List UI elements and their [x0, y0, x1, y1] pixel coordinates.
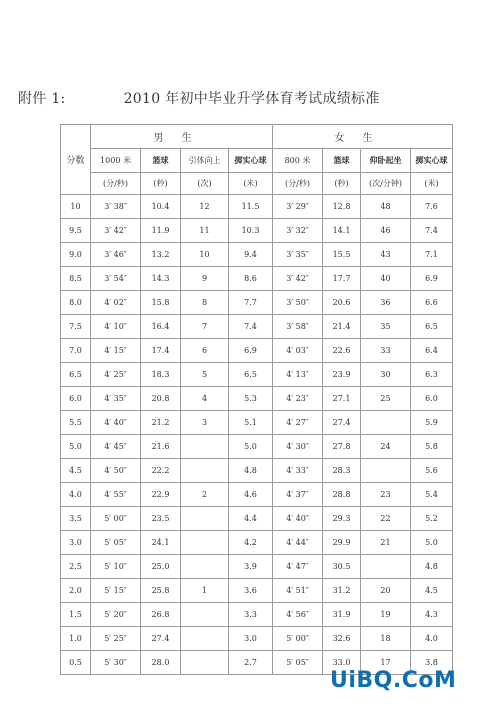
- female-800m-cell: 4′ 03″: [273, 339, 323, 363]
- female-basketball-unit: (秒): [323, 173, 361, 195]
- male-shotput-cell: 5.1: [229, 411, 273, 435]
- male-shotput-cell: 3.9: [229, 555, 273, 579]
- score-cell: 0.5: [61, 651, 91, 675]
- male-basketball-cell: 24.1: [141, 531, 181, 555]
- score-cell: 10: [61, 195, 91, 219]
- female-situp-cell: 48: [361, 195, 411, 219]
- male-shotput-cell: 3.3: [229, 603, 273, 627]
- male-pullup-cell: [181, 531, 229, 555]
- female-800m-cell: 4′ 33″: [273, 459, 323, 483]
- female-situp-cell: 40: [361, 267, 411, 291]
- female-situp-cell: 23: [361, 483, 411, 507]
- male-shotput-cell: 4.6: [229, 483, 273, 507]
- male-pullup-cell: 2: [181, 483, 229, 507]
- male-shotput-cell: 5.0: [229, 435, 273, 459]
- female-800m-cell: 3′ 35″: [273, 243, 323, 267]
- score-cell: 1.5: [61, 603, 91, 627]
- male-pullup-cell: 4: [181, 387, 229, 411]
- table-row: [61, 243, 453, 267]
- male-1000m-cell: 5′ 05″: [91, 531, 141, 555]
- male-basketball-unit: (秒): [141, 173, 181, 195]
- male-1000m-cell: 4′ 45″: [91, 435, 141, 459]
- male-shotput-cell: 9.4: [229, 243, 273, 267]
- male-1000m-cell: 4′ 35″: [91, 387, 141, 411]
- female-situp-cell: 46: [361, 219, 411, 243]
- male-1000m-cell: 4′ 10″: [91, 315, 141, 339]
- score-cell: 7.5: [61, 315, 91, 339]
- female-situp-header: 仰卧起坐: [361, 149, 411, 173]
- score-cell: 9.0: [61, 243, 91, 267]
- male-1000m-cell: 4′ 15″: [91, 339, 141, 363]
- female-situp-cell: 18: [361, 627, 411, 651]
- male-1000m-cell: 3′ 54″: [91, 267, 141, 291]
- male-pullup-cell: [181, 459, 229, 483]
- male-basketball-cell: 17.4: [141, 339, 181, 363]
- table-row: [61, 291, 453, 315]
- female-situp-cell: 24: [361, 435, 411, 459]
- male-1000m-cell: 5′ 25″: [91, 627, 141, 651]
- male-pullup-cell: 1: [181, 579, 229, 603]
- male-pullup-cell: [181, 627, 229, 651]
- male-pullup-cell: 10: [181, 243, 229, 267]
- female-basketball-cell: 29.3: [323, 507, 361, 531]
- female-800m-cell: 4′ 23″: [273, 387, 323, 411]
- female-shotput-cell: 4.0: [411, 627, 453, 651]
- attachment-label: 附件 1:: [18, 91, 66, 107]
- female-shotput-unit: (米): [411, 173, 453, 195]
- female-shotput-cell: 5.0: [411, 531, 453, 555]
- male-basketball-cell: 27.4: [141, 627, 181, 651]
- female-shotput-cell: 5.9: [411, 411, 453, 435]
- male-pullup-cell: [181, 603, 229, 627]
- male-pullup-cell: 6: [181, 339, 229, 363]
- male-basketball-cell: 20.8: [141, 387, 181, 411]
- female-800m-cell: 4′ 47″: [273, 555, 323, 579]
- female-shotput-cell: 5.8: [411, 435, 453, 459]
- male-pullup-cell: [181, 507, 229, 531]
- female-basketball-cell: 21.4: [323, 315, 361, 339]
- female-basketball-cell: 28.3: [323, 459, 361, 483]
- female-situp-cell: 25: [361, 387, 411, 411]
- male-1000m-cell: 5′ 20″: [91, 603, 141, 627]
- score-cell: 6.5: [61, 363, 91, 387]
- female-800m-cell: 4′ 13″: [273, 363, 323, 387]
- female-basketball-cell: 33.0: [323, 651, 361, 675]
- male-shotput-unit: (米): [229, 173, 273, 195]
- female-shotput-cell: 6.4: [411, 339, 453, 363]
- female-shotput-cell: 7.1: [411, 243, 453, 267]
- male-1000m-cell: 4′ 02″: [91, 291, 141, 315]
- male-basketball-cell: 21.6: [141, 435, 181, 459]
- male-1000m-cell: 5′ 30″: [91, 651, 141, 675]
- score-cell: 9.5: [61, 219, 91, 243]
- table-row: [61, 459, 453, 483]
- female-basketball-cell: 12.8: [323, 195, 361, 219]
- table-row: [61, 315, 453, 339]
- female-basketball-cell: 32.6: [323, 627, 361, 651]
- male-1000m-cell: 5′ 10″: [91, 555, 141, 579]
- female-shotput-cell: 6.9: [411, 267, 453, 291]
- score-standard-table: [60, 124, 453, 675]
- female-basketball-header: 篮球: [323, 149, 361, 173]
- female-shotput-cell: 4.8: [411, 555, 453, 579]
- table-row: [61, 411, 453, 435]
- female-800m-cell: 4′ 44″: [273, 531, 323, 555]
- column-name-row: [61, 149, 453, 173]
- female-basketball-cell: 29.9: [323, 531, 361, 555]
- female-800m-cell: 4′ 27″: [273, 411, 323, 435]
- female-800m-cell: 4′ 51″: [273, 579, 323, 603]
- female-800m-unit: (分/秒): [273, 173, 323, 195]
- male-basketball-cell: 13.2: [141, 243, 181, 267]
- male-shotput-cell: 10.3: [229, 219, 273, 243]
- female-800m-cell: 4′ 37″: [273, 483, 323, 507]
- male-shotput-cell: 4.2: [229, 531, 273, 555]
- male-shotput-cell: 5.3: [229, 387, 273, 411]
- male-basketball-cell: 25.0: [141, 555, 181, 579]
- male-shotput-cell: 3.6: [229, 579, 273, 603]
- female-shotput-cell: 6.5: [411, 315, 453, 339]
- female-800m-cell: 3′ 42″: [273, 267, 323, 291]
- male-shotput-cell: 7.4: [229, 315, 273, 339]
- female-basketball-cell: 14.1: [323, 219, 361, 243]
- female-basketball-cell: 31.9: [323, 603, 361, 627]
- female-basketball-cell: 23.9: [323, 363, 361, 387]
- female-situp-cell: 19: [361, 603, 411, 627]
- female-shotput-cell: 4.5: [411, 579, 453, 603]
- male-basketball-cell: 21.2: [141, 411, 181, 435]
- score-cell: 8.0: [61, 291, 91, 315]
- female-situp-unit: (次/分钟): [361, 173, 411, 195]
- score-cell: 4.5: [61, 459, 91, 483]
- female-shotput-cell: 6.3: [411, 363, 453, 387]
- female-shotput-cell: 5.4: [411, 483, 453, 507]
- female-group-header: 女生: [273, 125, 453, 149]
- male-1000m-cell: 5′ 15″: [91, 579, 141, 603]
- table-row: [61, 603, 453, 627]
- female-situp-cell: 20: [361, 579, 411, 603]
- score-cell: 2.5: [61, 555, 91, 579]
- male-basketball-cell: 10.4: [141, 195, 181, 219]
- female-basketball-cell: 22.6: [323, 339, 361, 363]
- male-1000m-cell: 4′ 55″: [91, 483, 141, 507]
- male-basketball-cell: 28.0: [141, 651, 181, 675]
- female-situp-cell: 30: [361, 363, 411, 387]
- male-1000m-cell: 4′ 40″: [91, 411, 141, 435]
- male-1000m-cell: 5′ 00″: [91, 507, 141, 531]
- female-shotput-cell: 5.2: [411, 507, 453, 531]
- female-shotput-cell: 6.6: [411, 291, 453, 315]
- table-row: [61, 627, 453, 651]
- female-800m-cell: 3′ 32″: [273, 219, 323, 243]
- female-situp-cell: 21: [361, 531, 411, 555]
- male-pullup-cell: [181, 651, 229, 675]
- female-situp-cell: [361, 459, 411, 483]
- document-title: 2010 年初中毕业升学体育考试成绩标准: [123, 91, 380, 107]
- table-row: [61, 507, 453, 531]
- score-cell: 1.0: [61, 627, 91, 651]
- table-row: [61, 339, 453, 363]
- female-800m-cell: 5′ 05″: [273, 651, 323, 675]
- score-column-header: 分数: [61, 125, 91, 195]
- female-shotput-cell: 7.6: [411, 195, 453, 219]
- male-1000m-unit: (分/秒): [91, 173, 141, 195]
- female-situp-cell: [361, 555, 411, 579]
- male-shotput-cell: 7.7: [229, 291, 273, 315]
- male-shotput-cell: 2.7: [229, 651, 273, 675]
- female-situp-cell: 17: [361, 651, 411, 675]
- female-800m-cell: 3′ 50″: [273, 291, 323, 315]
- male-shotput-cell: 3.0: [229, 627, 273, 651]
- table-row: [61, 579, 453, 603]
- female-shotput-cell: 3.8: [411, 651, 453, 675]
- female-800m-cell: 4′ 40″: [273, 507, 323, 531]
- male-1000m-cell: 3′ 46″: [91, 243, 141, 267]
- male-shotput-cell: 11.5: [229, 195, 273, 219]
- score-cell: 6.0: [61, 387, 91, 411]
- female-shotput-cell: 6.0: [411, 387, 453, 411]
- male-pullup-header: 引体向上: [181, 149, 229, 173]
- male-pullup-cell: [181, 555, 229, 579]
- female-shotput-cell: 5.6: [411, 459, 453, 483]
- female-basketball-cell: 15.5: [323, 243, 361, 267]
- column-unit-row: [61, 173, 453, 195]
- male-basketball-cell: 15.8: [141, 291, 181, 315]
- male-1000m-cell: 3′ 38″: [91, 195, 141, 219]
- male-shotput-cell: 4.4: [229, 507, 273, 531]
- female-situp-cell: 22: [361, 507, 411, 531]
- score-cell: 7.0: [61, 339, 91, 363]
- female-situp-cell: 33: [361, 339, 411, 363]
- male-basketball-cell: 14.3: [141, 267, 181, 291]
- table-row: [61, 531, 453, 555]
- table-row: [61, 267, 453, 291]
- male-pullup-cell: 5: [181, 363, 229, 387]
- female-basketball-cell: 27.4: [323, 411, 361, 435]
- female-800m-header: 800 米: [273, 149, 323, 173]
- male-basketball-cell: 18.3: [141, 363, 181, 387]
- table-row: [61, 435, 453, 459]
- group-header-row: [61, 125, 453, 149]
- male-shotput-cell: 6.9: [229, 339, 273, 363]
- male-basketball-cell: 11.9: [141, 219, 181, 243]
- male-pullup-cell: 9: [181, 267, 229, 291]
- score-cell: 3.5: [61, 507, 91, 531]
- male-pullup-cell: [181, 435, 229, 459]
- female-shotput-cell: 4.3: [411, 603, 453, 627]
- male-basketball-header: 篮球: [141, 149, 181, 173]
- male-basketball-cell: 23.5: [141, 507, 181, 531]
- male-basketball-cell: 16.4: [141, 315, 181, 339]
- score-cell: 8.5: [61, 267, 91, 291]
- female-basketball-cell: 27.1: [323, 387, 361, 411]
- male-basketball-cell: 26.8: [141, 603, 181, 627]
- table-row: [61, 387, 453, 411]
- male-1000m-cell: 4′ 25″: [91, 363, 141, 387]
- female-shotput-cell: 7.4: [411, 219, 453, 243]
- male-basketball-cell: 22.9: [141, 483, 181, 507]
- male-pullup-unit: (次): [181, 173, 229, 195]
- score-cell: 2.0: [61, 579, 91, 603]
- female-800m-cell: 5′ 00″: [273, 627, 323, 651]
- male-1000m-cell: 4′ 50″: [91, 459, 141, 483]
- male-basketball-cell: 25.8: [141, 579, 181, 603]
- female-basketball-cell: 20.6: [323, 291, 361, 315]
- female-800m-cell: 4′ 30″: [273, 435, 323, 459]
- female-800m-cell: 3′ 29″: [273, 195, 323, 219]
- female-800m-cell: 4′ 56″: [273, 603, 323, 627]
- male-basketball-cell: 22.2: [141, 459, 181, 483]
- female-800m-cell: 3′ 58″: [273, 315, 323, 339]
- male-shotput-cell: 4.8: [229, 459, 273, 483]
- male-pullup-cell: 8: [181, 291, 229, 315]
- male-shotput-header: 掷实心球: [229, 149, 273, 173]
- site-watermark: UiBQ.CoM: [330, 668, 457, 693]
- table-row: [61, 219, 453, 243]
- table-row: [61, 555, 453, 579]
- female-basketball-cell: 30.5: [323, 555, 361, 579]
- male-shotput-cell: 6.5: [229, 363, 273, 387]
- table-row: [61, 363, 453, 387]
- female-situp-cell: 35: [361, 315, 411, 339]
- document-heading: [18, 88, 488, 108]
- female-situp-cell: 43: [361, 243, 411, 267]
- female-basketball-cell: 31.2: [323, 579, 361, 603]
- score-cell: 3.0: [61, 531, 91, 555]
- male-shotput-cell: 8.6: [229, 267, 273, 291]
- male-1000m-cell: 3′ 42″: [91, 219, 141, 243]
- female-situp-cell: [361, 411, 411, 435]
- score-cell: 5.0: [61, 435, 91, 459]
- male-pullup-cell: 7: [181, 315, 229, 339]
- female-basketball-cell: 28.8: [323, 483, 361, 507]
- male-group-header: 男生: [91, 125, 273, 149]
- score-cell: 5.5: [61, 411, 91, 435]
- table-row: [61, 483, 453, 507]
- female-situp-cell: 36: [361, 291, 411, 315]
- table-row: [61, 195, 453, 219]
- female-basketball-cell: 27.8: [323, 435, 361, 459]
- female-basketball-cell: 17.7: [323, 267, 361, 291]
- score-cell: 4.0: [61, 483, 91, 507]
- male-pullup-cell: 12: [181, 195, 229, 219]
- male-1000m-header: 1000 米: [91, 149, 141, 173]
- male-pullup-cell: 11: [181, 219, 229, 243]
- male-pullup-cell: 3: [181, 411, 229, 435]
- female-shotput-header: 掷实心球: [411, 149, 453, 173]
